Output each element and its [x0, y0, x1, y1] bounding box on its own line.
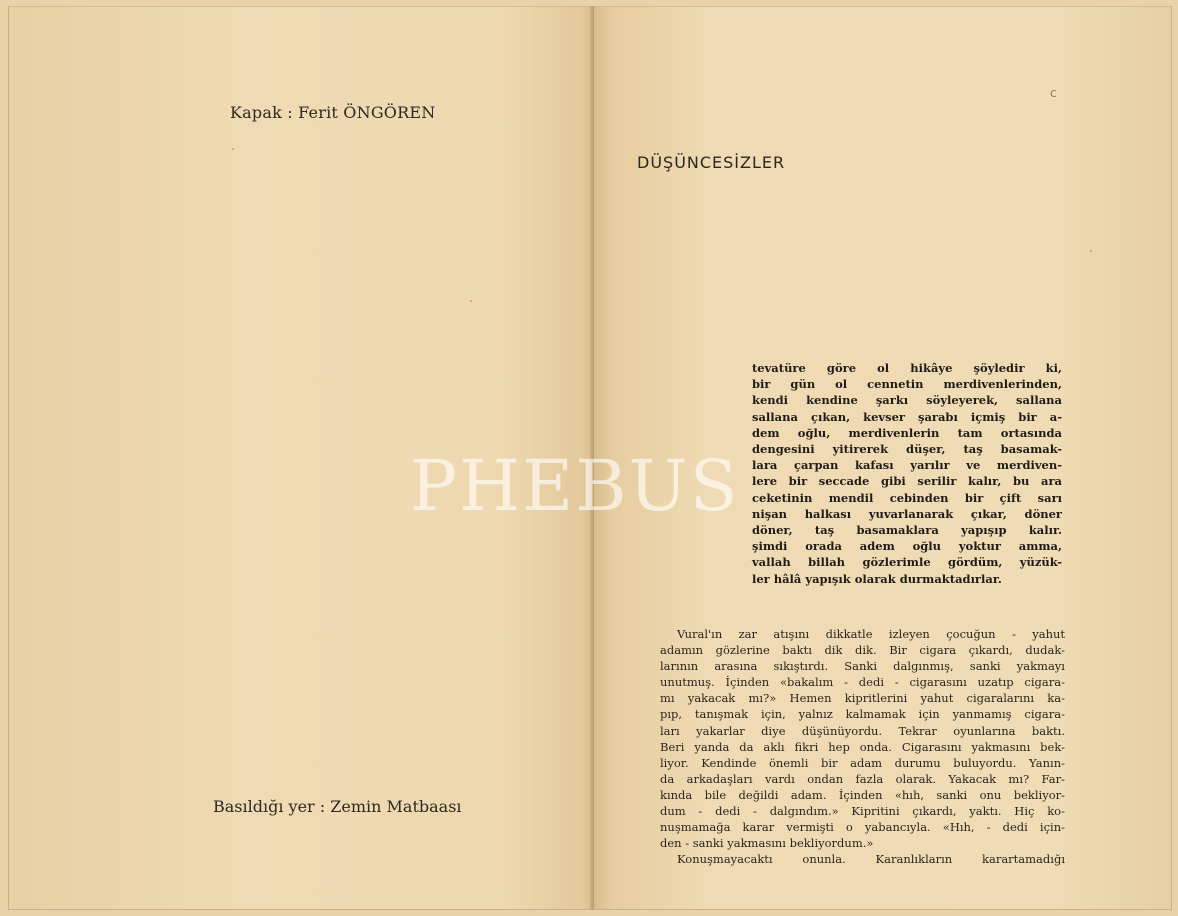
- epigraph-line: lere bir seccade gibi serilir kalır, bu ara: [752, 474, 1062, 489]
- epigraph-line: lara çarpan kafası yarılır ve merdiven-: [752, 458, 1062, 473]
- paper-speck: [232, 148, 234, 150]
- epigraph-line: nişan halkası yuvarlanarak çıkar, döner: [752, 506, 1062, 521]
- paper-speck: [1090, 250, 1092, 252]
- epigraph-line: ler hâlâ yapışık olarak durmaktadırlar.: [752, 571, 1002, 586]
- body-line: den - sanki yakmasını bekliyordum.»: [660, 836, 874, 851]
- epigraph-line: tevatüre göre ol hikâye şöyledir ki,: [752, 361, 1062, 375]
- body-line: nuşmamağa karar vermişti o yabancıyla. «Hıh, - dedi için-: [660, 820, 1065, 835]
- paper-speck: [470, 300, 472, 302]
- body-line: dum - dedi - dalgındım.» Kipritini çıkardı, yaktı. Hiç ko-: [660, 804, 1065, 819]
- body-line: pıp, tanışmak için, yalnız kalmamak için yanmamış cigara-: [660, 707, 1065, 722]
- body-line: ları yakarlar diye düşünüyordu. Tekrar oyunlarına baktı.: [660, 723, 1065, 738]
- page-mark: c: [1050, 86, 1057, 100]
- left-page: [8, 6, 594, 910]
- body-line: da arkadaşları vardı ondan fazla olarak. Yakacak mı? Far-: [660, 771, 1065, 786]
- body-line: Beri yanda da aklı fikri hep onda. Cigarasını yakmasını bek-: [660, 739, 1065, 754]
- phebus-watermark: PHEBUS: [410, 445, 740, 527]
- epigraph-line: sallana çıkan, kevser şarabı içmiş bir a-: [752, 409, 1062, 424]
- epigraph-line: dengesini yitirerek düşer, taş basamak-: [752, 442, 1062, 457]
- epigraph-line: şimdi orada adem oğlu yoktur amma,: [752, 539, 1062, 554]
- body-line: liyor. Kendinde önemli bir adam durumu buluyordu. Yanın-: [660, 755, 1065, 770]
- body-line: Vural'ın zar atışını dikkatle izleyen çocuğun - yahut: [677, 627, 1065, 641]
- epigraph-line: kendi kendine şarkı söyleyerek, sallana: [752, 393, 1062, 408]
- body-line: mı yakacak mı?» Hemen kipritlerini yahut cigaralarını ka-: [660, 691, 1065, 706]
- body-line: unutmuş. İçinden «bakalım - dedi - cigarasını uzatıp cigara-: [660, 675, 1065, 690]
- body-line: larının arasına sıkıştırdı. Sanki dalgınmış, sanki yakmayı: [660, 659, 1065, 674]
- printed-at: Basıldığı yer : Zemin Matbaası: [213, 797, 462, 816]
- story-body: [660, 626, 1065, 867]
- epigraph-line: döner, taş basamaklara yapışıp kalır.: [752, 523, 1062, 538]
- body-line: Konuşmayacaktı onunla. Karanlıkların karartamadığı: [677, 852, 1065, 867]
- story-title: DÜŞÜNCESİZLER: [637, 153, 786, 172]
- cover-credit: Kapak : Ferit ÖNGÖREN: [230, 103, 436, 122]
- epigraph-line: ceketinin mendil cebinden bir çift sarı: [752, 490, 1062, 505]
- epigraph-line: bir gün ol cennetin merdivenlerinden,: [752, 377, 1062, 392]
- body-line: adamın gözlerine baktı dik dik. Bir cigara çıkardı, dudak-: [660, 643, 1065, 658]
- epigraph-line: vallah billah gözlerimle gördüm, yüzük-: [752, 555, 1062, 570]
- body-line: kında bile değildi adam. İçinden «hıh, sanki onu bekliyor-: [660, 787, 1065, 802]
- epigraph-line: dem oğlu, merdivenlerin tam ortasında: [752, 425, 1062, 440]
- epigraph: [752, 360, 1062, 587]
